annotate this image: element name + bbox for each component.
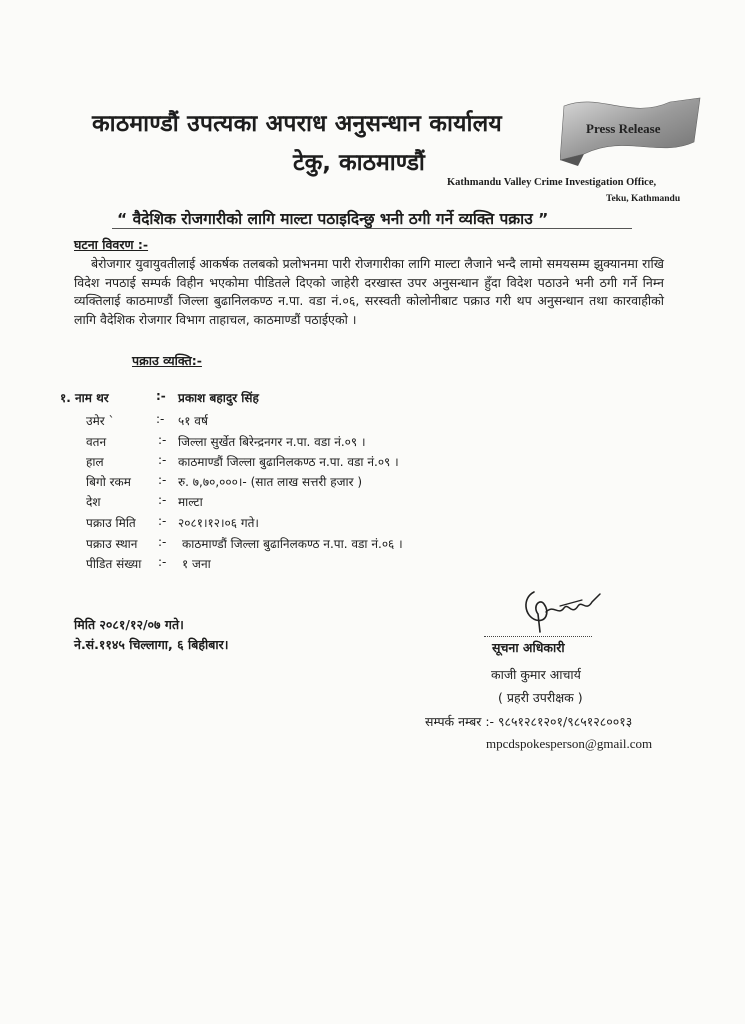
office-title-nepali: काठमाण्डौं उपत्यका अपराध अनुसन्धान कार्यालय xyxy=(92,111,502,137)
contact-email: mpcdspokesperson@gmail.com xyxy=(486,736,653,751)
office-name-english: Kathmandu Valley Crime Investigation Office, xyxy=(447,177,657,188)
signatory-rank: ( प्रहरी उपरीक्षक ) xyxy=(498,690,583,705)
incident-description: बेरोजगार युवायुवतीलाई आकर्षक तलबको प्रलोभनमा पारी रोजगारीका लागि माल्टा लैजाने भन्दै लामो समयसम्म झुक्यानमा राखि विदेश नपठाई सम्पर्क विहीन भएकोमा पीडितले दिएको जाहेरी दरखास्त उपर अनुसन्धान हुँदा विदेश पठाउने भनी ठगी गर्ने निम्न व्यक्तिलाई काठमाण्डौं जिल्ला बुढानिलकण्ठ न.पा. वडा नं.०६, सरस्वती कोलोनीबाट पक्राउ गरी थप अनुसन्धान तथा कारवाहीको लागि वैदेशिक रोजगार विभाग ताहाचल, काठमाण्डौं पठाईएको । xyxy=(74,256,664,327)
detail-separator: :- xyxy=(158,473,167,487)
detail-separator: :- xyxy=(158,514,167,528)
detail-separator: :- xyxy=(158,555,167,569)
detail-separator: :- xyxy=(158,493,167,507)
detail-value: काठमाण्डौं जिल्ला बुढानिलकण्ठ न.पा. वडा नं.०९ । xyxy=(178,455,399,469)
detail-label: देश xyxy=(86,495,101,509)
signature-line xyxy=(484,636,592,637)
detail-separator: :- xyxy=(158,433,167,447)
detail-label: हाल xyxy=(86,455,104,469)
detail-label: पक्राउ मिति xyxy=(86,516,136,530)
detail-value: ५१ वर्ष xyxy=(178,414,208,428)
contact-number: सम्पर्क नम्बर :- ९८५१२८१२०१/९८५१२८००१३ xyxy=(425,714,633,729)
detail-value: जिल्ला सुर्खेत बिरेन्द्रनगर न.पा. वडा नं.०९ । xyxy=(178,435,366,449)
detail-value: माल्टा xyxy=(178,495,203,509)
detail-separator: :- xyxy=(156,389,166,403)
date-nepal-sambat: ने.सं.११४५ चिल्लागा, ६ बिहीबार। xyxy=(74,637,229,652)
news-headline: “ वैदेशिक रोजगारीको लागि माल्टा पठाइदिन्छु भनी ठगी गर्ने व्यक्ति पक्राउ ” xyxy=(117,210,549,228)
detail-label: पीडित संख्या xyxy=(86,557,142,571)
office-location-nepali: टेकु, काठमाण्डौं xyxy=(293,150,425,176)
detail-label: वतन xyxy=(86,435,107,449)
press-release-label: Press Release xyxy=(586,121,661,136)
detail-value: १ जना xyxy=(182,557,211,571)
detail-value: रु. ७,७०,०००।- (सात लाख सत्तरी हजार ) xyxy=(178,475,363,489)
office-address-english: Teku, Kathmandu xyxy=(606,194,681,204)
date-bikram-sambat: मिति २०८१/१२/०७ गते। xyxy=(74,617,184,632)
detail-value: प्रकाश बहादुर सिंह xyxy=(178,391,259,405)
headline-divider xyxy=(112,228,632,229)
detail-value: काठमाण्डौं जिल्ला बुढानिलकण्ठ न.पा. वडा नं.०६ । xyxy=(182,537,403,551)
handwritten-signature xyxy=(520,586,606,634)
detail-separator: :- xyxy=(156,412,165,426)
detail-label: उमेर ` xyxy=(86,414,115,428)
arrested-person-heading: पक्राउ व्यक्ति:- xyxy=(132,353,202,368)
detail-separator: :- xyxy=(158,453,167,467)
signatory-name: काजी कुमार आचार्य xyxy=(491,667,581,682)
detail-label: १. नाम थर xyxy=(60,391,109,405)
detail-label: पक्राउ स्थान xyxy=(86,537,138,551)
detail-value: २०८१।१२।०६ गते। xyxy=(178,516,259,530)
detail-separator: :- xyxy=(158,535,167,549)
incident-heading: घटना विवरण :- xyxy=(74,237,149,252)
detail-label: बिगो रकम xyxy=(86,475,131,489)
signatory-title: सूचना अधिकारी xyxy=(492,640,565,655)
